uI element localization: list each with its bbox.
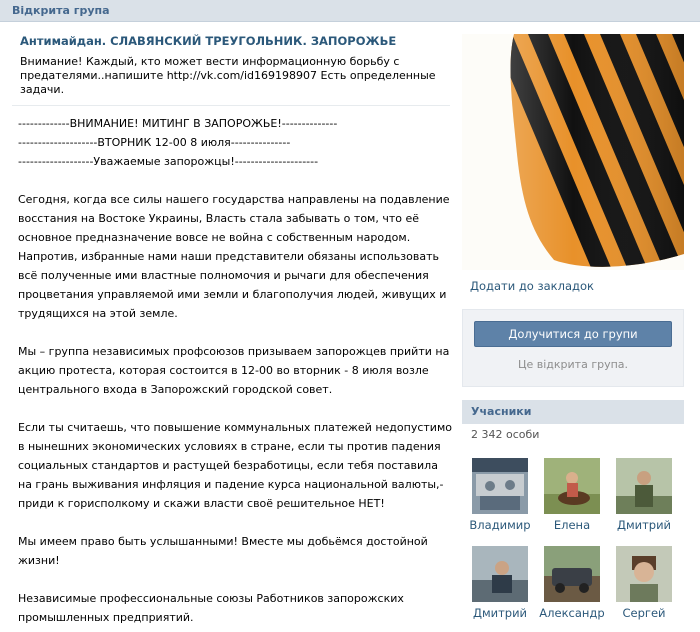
description-paragraph: Если ты считаешь, что повышение коммунальных платежей недопустимо в нынешних экономических условиях в стране, если ты против падения социальных стандартов и растущей безработицы, если тебя поставила на грань выживания инфляция и падение курса национальной валюты,- приди к горисполкому и скажи власти своё решительное НЕТ! bbox=[18, 421, 452, 510]
member-card[interactable] bbox=[608, 546, 680, 620]
description-line: -------------------Уважаемые запорожцы!--------------------- bbox=[18, 155, 319, 168]
member-card[interactable] bbox=[536, 458, 608, 532]
member-avatar[interactable] bbox=[472, 546, 528, 602]
group-description bbox=[18, 114, 453, 627]
member-avatar[interactable] bbox=[472, 458, 528, 514]
member-name[interactable]: Владимир bbox=[469, 518, 531, 532]
member-card[interactable] bbox=[608, 458, 680, 532]
member-photo bbox=[544, 458, 600, 514]
member-photo bbox=[472, 458, 528, 514]
open-group-note: Це відкрита група. bbox=[517, 358, 629, 371]
group-avatar[interactable] bbox=[462, 34, 684, 270]
member-name[interactable]: Александр bbox=[539, 606, 605, 620]
member-card[interactable] bbox=[536, 546, 608, 620]
page-header bbox=[0, 0, 700, 22]
group-name: Антимайдан. СЛАВЯНСКИЙ ТРЕУГОЛЬНИК. ЗАПОРОЖЬЕ bbox=[20, 34, 397, 48]
members-header[interactable] bbox=[462, 400, 684, 424]
add-bookmark-link[interactable]: Додати до закладок bbox=[470, 279, 594, 293]
member-name[interactable]: Дмитрий bbox=[616, 518, 672, 532]
member-avatar[interactable] bbox=[616, 458, 672, 514]
member-name[interactable]: Сергей bbox=[622, 606, 666, 620]
join-panel bbox=[462, 309, 684, 387]
member-avatar[interactable] bbox=[544, 458, 600, 514]
description-paragraph: Мы имеем право быть услышанными! Вместе мы добьёмся достойной жизни! bbox=[18, 535, 428, 567]
member-card[interactable] bbox=[464, 458, 536, 532]
member-avatar[interactable] bbox=[616, 546, 672, 602]
member-photo bbox=[544, 546, 600, 602]
member-name[interactable]: Елена bbox=[553, 518, 591, 532]
members-count[interactable]: 2 342 особи bbox=[471, 428, 540, 441]
description-line: --------------------ВТОРНИК 12-00 8 июля--------------- bbox=[18, 136, 291, 149]
member-avatar[interactable] bbox=[544, 546, 600, 602]
member-photo bbox=[616, 546, 672, 602]
member-photo bbox=[616, 458, 672, 514]
member-photo bbox=[472, 546, 528, 602]
description-paragraph: Мы – группа независимых профсоюзов призываем запорожцев прийти на акцию протеста, которая состоится в 12-00 во вторник - 8 июля возле центрального входа в Запорожский городской совет. bbox=[18, 345, 450, 396]
group-status: Внимание! Каждый, кто может вести информационную борьбу с предателями..напишите http://vk.com/id169198907 Есть определенные задачи. bbox=[20, 55, 436, 96]
description-line: -------------ВНИМАНИЕ! МИТИНГ В ЗАПОРОЖЬЕ!-------------- bbox=[18, 117, 338, 130]
divider bbox=[12, 105, 450, 106]
st-george-ribbon-image bbox=[462, 34, 684, 270]
member-name[interactable]: Дмитрий bbox=[472, 606, 528, 620]
description-paragraph: Независимые профессиональные союзы Работников запорожских промышленных предприятий. bbox=[18, 592, 404, 624]
page-title: Відкрита група bbox=[12, 4, 110, 17]
member-card[interactable] bbox=[464, 546, 536, 620]
description-paragraph: Сегодня, когда все силы нашего государства направлены на подавление восстания на Востоке Украины, Власть стала забывать о том, что её основное предназначение вовсе не война с собственным народом. Напротив, избранные нами наши представители обязаны использовать всё полученные ими властные полномочия и рычаги для обеспечения процветания управляемой ими земли и благополучия людей, живущих и трудящихся на этой земле. bbox=[18, 193, 450, 320]
members-title: Учасники bbox=[471, 405, 532, 418]
join-group-button[interactable]: Долучитися до групи bbox=[474, 321, 672, 347]
